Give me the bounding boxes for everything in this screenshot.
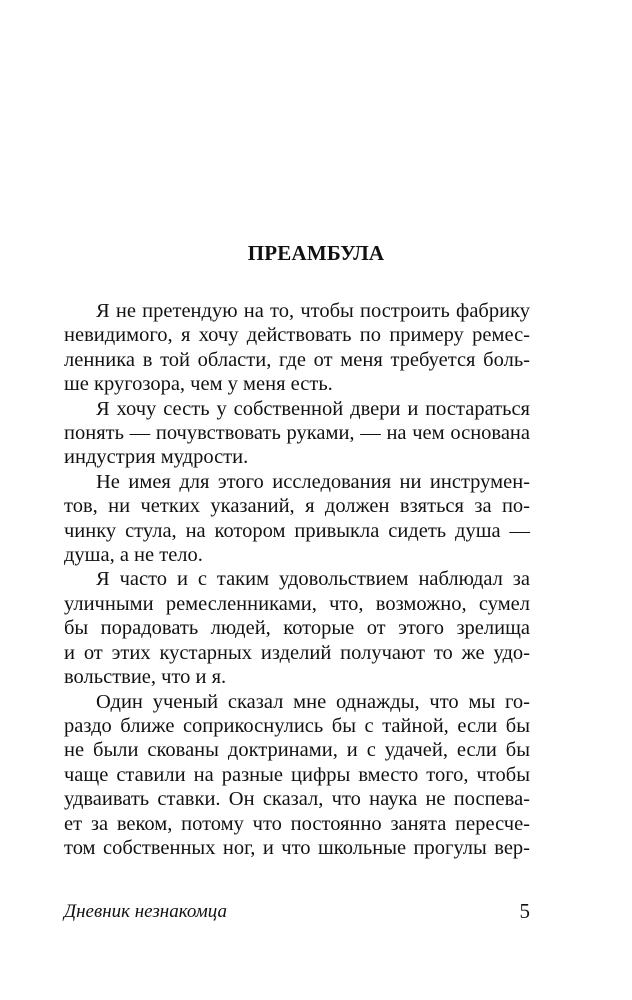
text-line: Я часто и с таким удовольствием наблюдал за xyxy=(96,568,530,591)
text-line: вольствие, что и я. xyxy=(64,666,227,689)
text-line: душа, а не тело. xyxy=(64,544,203,567)
text-line: Я не претендую на то, чтобы построить фабрику xyxy=(96,300,530,322)
text-line: бы порадовать людей, которые от этого зрелища xyxy=(64,617,530,640)
text-line: ше кругозора, чем у меня есть. xyxy=(64,373,333,396)
text-line: Не имея для этого исследования ни инструмен- xyxy=(96,470,530,493)
text-line: уличными ремесленниками, что, возможно, сумел xyxy=(64,592,530,615)
text-line: Я хочу сесть у собственной двери и постараться xyxy=(96,397,530,420)
text-line: раздо ближе соприкоснулись бы с тайной, если бы xyxy=(64,714,530,737)
chapter-heading: ПРЕАМБУЛА xyxy=(247,241,385,265)
text-line: ленника в той области, где от меня требуется боль- xyxy=(64,348,530,371)
paragraph xyxy=(64,690,530,861)
paragraph xyxy=(64,567,530,689)
body-text xyxy=(64,299,530,860)
running-footer-title: Дневник незнакомца xyxy=(64,901,228,922)
text-line: невидимого, я хочу действовать по примеру ремес- xyxy=(64,324,530,347)
text-line: удваивать ставки. Он сказал, что наука не поспева- xyxy=(64,788,530,811)
text-line: Один ученый сказал мне однажды, что мы го- xyxy=(96,690,530,713)
paragraph xyxy=(64,470,530,568)
text-line: индустрия мудрости. xyxy=(64,446,249,469)
text-line: чинку стула, на котором привыкла сидеть душа — xyxy=(64,519,530,542)
text-line: том собственных ног, и что школьные прогулы вер- xyxy=(64,836,530,859)
page-number: 5 xyxy=(519,899,530,923)
paragraph xyxy=(64,299,530,397)
text-line: не были скованы доктринами, и с удачей, если бы xyxy=(64,739,530,762)
text-line: и от этих кустарных изделий получают то же удо- xyxy=(64,641,530,664)
text-line: ет за веком, потому что постоянно занята пересче- xyxy=(64,812,530,835)
paragraph xyxy=(64,397,530,470)
text-line: чаще ставили на разные цифры вместо того, чтобы xyxy=(64,763,530,786)
text-line: тов, ни четких указаний, я должен взяться за по- xyxy=(64,495,530,518)
text-line: понять — почувствовать руками, — на чем основана xyxy=(64,422,530,445)
